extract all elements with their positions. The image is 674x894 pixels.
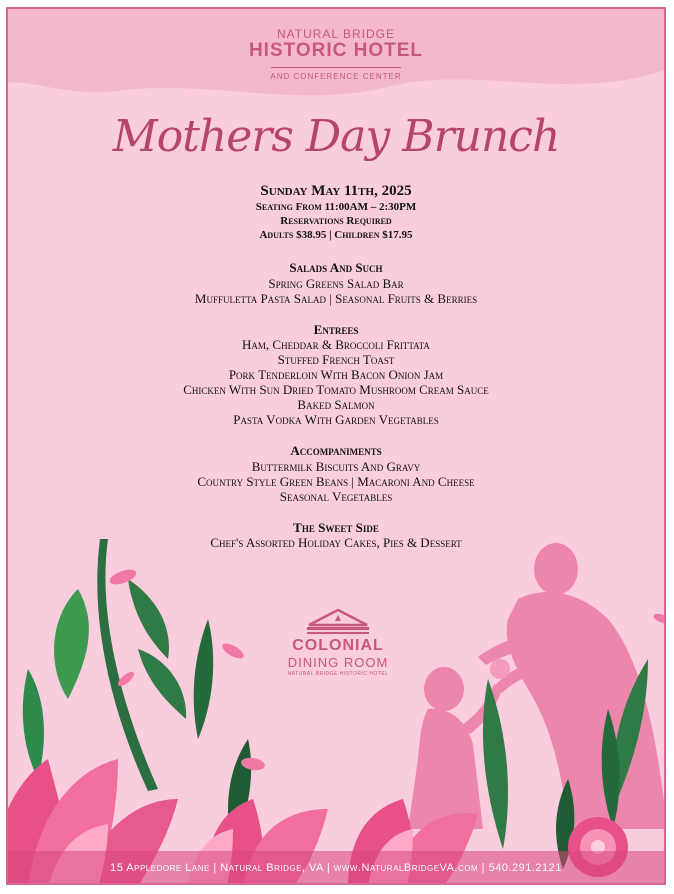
section-heading-salads: Salads And Such — [289, 260, 383, 275]
hotel-divider — [271, 67, 401, 68]
section-heading-accompaniments: Accompaniments — [290, 443, 382, 458]
page-title: Mothers Day Brunch — [112, 111, 560, 162]
menu-item: Spring Greens Salad Bar — [268, 276, 404, 291]
menu-item: Seasonal Vegetables — [279, 489, 393, 504]
section-heading-sweet: The Sweet Side — [293, 520, 379, 535]
hotel-name-line2: HISTORIC HOTEL — [248, 40, 424, 61]
floral-illustration — [8, 529, 666, 885]
menu-item: Chef's Assorted Holiday Cakes, Pies & Dessert — [210, 535, 462, 550]
flyer-page — [6, 7, 666, 885]
event-reservations: Reservations Required — [280, 215, 392, 227]
event-seating: Seating From 11:00AM – 2:30PM — [255, 201, 417, 213]
hotel-name-line3: AND CONFERENCE CENTER — [270, 72, 402, 81]
menu-item: Pasta Vodka With Garden Vegetables — [233, 412, 439, 427]
menu-item: Baked Salmon — [297, 397, 375, 412]
section-heading-entrees: Entrees — [313, 322, 359, 337]
logo-dining-room: DINING ROOM — [287, 655, 389, 670]
menu-item: Muffuletta Pasta Salad | Seasonal Fruits & Berries — [194, 291, 478, 306]
menu-item: Stuffed French Toast — [277, 352, 395, 367]
menu-item: Ham, Cheddar & Broccoli Frittata — [242, 337, 430, 352]
hotel-name-line1: NATURAL BRIDGE — [276, 27, 395, 41]
logo-colonial: COLONIAL — [292, 637, 384, 654]
building-pediment-icon — [305, 607, 371, 637]
menu-item: Chicken With Sun Dried Tomato Mushroom Cream Sauce — [183, 382, 489, 397]
menu-item: Buttermilk Biscuits And Gravy — [251, 459, 421, 474]
menu-item: Pork Tenderloin With Bacon Onion Jam — [228, 367, 444, 382]
menu-item: Country Style Green Beans | Macaroni And Cheese — [197, 474, 475, 489]
footer-contact: 15 Appledore Lane | Natural Bridge, VA | www.NaturalBridgeVA.com | 540.291.2121 — [110, 862, 562, 874]
event-prices: Adults $38.95 | Children $17.95 — [259, 229, 413, 241]
logo-hotel-name: NATURAL BRIDGE HISTORIC HOTEL — [287, 671, 389, 677]
event-date: Sunday May 11th, 2025 — [260, 183, 412, 199]
header-wave-decoration — [8, 9, 666, 119]
